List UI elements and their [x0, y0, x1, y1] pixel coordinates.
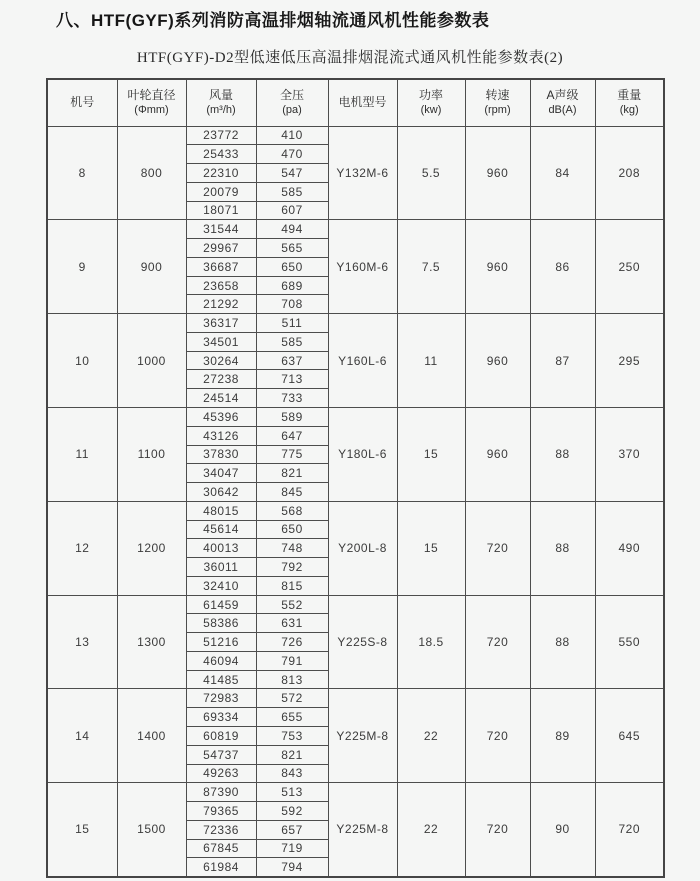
total-pressure-cell: 655: [256, 708, 328, 727]
speed-cell: 960: [465, 407, 530, 501]
total-pressure-cell: 821: [256, 745, 328, 764]
total-pressure-cell: 494: [256, 220, 328, 239]
motor-model-cell: Y200L-8: [328, 501, 397, 595]
noise-level-cell: 86: [530, 220, 595, 314]
air-volume-cell: 21292: [186, 295, 256, 314]
noise-level-cell: 84: [530, 126, 595, 220]
weight-cell: 370: [595, 407, 664, 501]
total-pressure-cell: 794: [256, 858, 328, 877]
header-row: [47, 79, 664, 126]
column-header: [465, 79, 530, 126]
air-volume-cell: 87390: [186, 783, 256, 802]
column-header-unit: (kw): [420, 104, 442, 117]
air-volume-cell: 67845: [186, 839, 256, 858]
air-volume-cell: 30642: [186, 483, 256, 502]
total-pressure-cell: 791: [256, 651, 328, 670]
impeller-diameter-cell: 800: [117, 126, 186, 220]
column-header: [595, 79, 664, 126]
column-header-label: 功率: [418, 87, 443, 102]
machine-no-cell: 14: [47, 689, 117, 783]
total-pressure-cell: 592: [256, 802, 328, 821]
total-pressure-cell: 813: [256, 670, 328, 689]
total-pressure-cell: 713: [256, 370, 328, 389]
speed-cell: 720: [465, 783, 530, 877]
air-volume-cell: 32410: [186, 576, 256, 595]
air-volume-cell: 36687: [186, 257, 256, 276]
impeller-diameter-cell: 1200: [117, 501, 186, 595]
fan-parameters-table: [46, 78, 665, 878]
table-row: [47, 501, 664, 520]
total-pressure-cell: 410: [256, 126, 328, 145]
air-volume-cell: 45396: [186, 407, 256, 426]
total-pressure-cell: 792: [256, 558, 328, 577]
column-header-label: A声级: [546, 87, 579, 102]
column-header-label: 机号: [70, 94, 95, 109]
column-header-label: 电机型号: [338, 94, 387, 109]
power-cell: 15: [397, 501, 465, 595]
total-pressure-cell: 607: [256, 201, 328, 220]
machine-no-cell: 9: [47, 220, 117, 314]
speed-cell: 720: [465, 501, 530, 595]
column-header-label: 叶轮直径: [127, 87, 176, 102]
air-volume-cell: 61459: [186, 595, 256, 614]
impeller-diameter-cell: 1400: [117, 689, 186, 783]
total-pressure-cell: 470: [256, 145, 328, 164]
air-volume-cell: 34047: [186, 464, 256, 483]
air-volume-cell: 25433: [186, 145, 256, 164]
machine-no-cell: 8: [47, 126, 117, 220]
power-cell: 18.5: [397, 595, 465, 689]
total-pressure-cell: 815: [256, 576, 328, 595]
air-volume-cell: 46094: [186, 651, 256, 670]
column-header: [530, 79, 595, 126]
motor-model-cell: Y132M-6: [328, 126, 397, 220]
weight-cell: 550: [595, 595, 664, 689]
total-pressure-cell: 511: [256, 314, 328, 333]
power-cell: 7.5: [397, 220, 465, 314]
weight-cell: 208: [595, 126, 664, 220]
speed-cell: 960: [465, 220, 530, 314]
air-volume-cell: 60819: [186, 727, 256, 746]
total-pressure-cell: 589: [256, 407, 328, 426]
air-volume-cell: 37830: [186, 445, 256, 464]
table-header: [47, 79, 664, 126]
table-body: [47, 126, 664, 877]
table-row: [47, 314, 664, 333]
air-volume-cell: 61984: [186, 858, 256, 877]
air-volume-cell: 79365: [186, 802, 256, 821]
total-pressure-cell: 585: [256, 182, 328, 201]
air-volume-cell: 24514: [186, 389, 256, 408]
speed-cell: 960: [465, 126, 530, 220]
air-volume-cell: 27238: [186, 370, 256, 389]
weight-cell: 490: [595, 501, 664, 595]
column-header-unit: (pa): [282, 104, 302, 117]
total-pressure-cell: 650: [256, 257, 328, 276]
air-volume-cell: 36011: [186, 558, 256, 577]
table-row: [47, 783, 664, 802]
machine-no-cell: 11: [47, 407, 117, 501]
speed-cell: 960: [465, 314, 530, 408]
column-header: [397, 79, 465, 126]
total-pressure-cell: 650: [256, 520, 328, 539]
machine-no-cell: 12: [47, 501, 117, 595]
total-pressure-cell: 547: [256, 164, 328, 183]
air-volume-cell: 34501: [186, 332, 256, 351]
total-pressure-cell: 647: [256, 426, 328, 445]
total-pressure-cell: 513: [256, 783, 328, 802]
total-pressure-cell: 657: [256, 820, 328, 839]
air-volume-cell: 69334: [186, 708, 256, 727]
air-volume-cell: 54737: [186, 745, 256, 764]
table-row: [47, 595, 664, 614]
total-pressure-cell: 719: [256, 839, 328, 858]
total-pressure-cell: 748: [256, 539, 328, 558]
air-volume-cell: 36317: [186, 314, 256, 333]
table-row: [47, 220, 664, 239]
machine-no-cell: 10: [47, 314, 117, 408]
machine-no-cell: 15: [47, 783, 117, 877]
total-pressure-cell: 775: [256, 445, 328, 464]
total-pressure-cell: 568: [256, 501, 328, 520]
air-volume-cell: 51216: [186, 633, 256, 652]
weight-cell: 720: [595, 783, 664, 877]
column-header-unit: (Φmm): [134, 104, 169, 117]
column-header-label: 转速: [485, 87, 510, 102]
document-page: [0, 6, 700, 878]
air-volume-cell: 22310: [186, 164, 256, 183]
total-pressure-cell: 631: [256, 614, 328, 633]
speed-cell: 720: [465, 689, 530, 783]
column-header-unit: (m³/h): [206, 104, 236, 117]
power-cell: 11: [397, 314, 465, 408]
motor-model-cell: Y225M-8: [328, 689, 397, 783]
column-header: [47, 79, 117, 126]
total-pressure-cell: 843: [256, 764, 328, 783]
speed-cell: 720: [465, 595, 530, 689]
weight-cell: 250: [595, 220, 664, 314]
total-pressure-cell: 552: [256, 595, 328, 614]
total-pressure-cell: 637: [256, 351, 328, 370]
air-volume-cell: 23658: [186, 276, 256, 295]
motor-model-cell: Y225M-8: [328, 783, 397, 877]
air-volume-cell: 48015: [186, 501, 256, 520]
air-volume-cell: 72336: [186, 820, 256, 839]
motor-model-cell: Y225S-8: [328, 595, 397, 689]
total-pressure-cell: 845: [256, 483, 328, 502]
column-header-unit: (kg): [619, 104, 639, 117]
column-header-label: 全压: [279, 87, 304, 102]
total-pressure-cell: 753: [256, 727, 328, 746]
air-volume-cell: 40013: [186, 539, 256, 558]
power-cell: 15: [397, 407, 465, 501]
air-volume-cell: 31544: [186, 220, 256, 239]
motor-model-cell: Y180L-6: [328, 407, 397, 501]
noise-level-cell: 89: [530, 689, 595, 783]
air-volume-cell: 29967: [186, 239, 256, 258]
impeller-diameter-cell: 900: [117, 220, 186, 314]
air-volume-cell: 72983: [186, 689, 256, 708]
page-subtitle: HTF(GYF)-D2型低速低压高温排烟混流式通风机性能参数表(2): [136, 50, 564, 66]
noise-level-cell: 87: [530, 314, 595, 408]
column-header: [117, 79, 186, 126]
column-header-unit: (rpm): [484, 104, 511, 117]
impeller-diameter-cell: 1500: [117, 783, 186, 877]
air-volume-cell: 20079: [186, 182, 256, 201]
total-pressure-cell: 689: [256, 276, 328, 295]
air-volume-cell: 18071: [186, 201, 256, 220]
weight-cell: 645: [595, 689, 664, 783]
total-pressure-cell: 726: [256, 633, 328, 652]
air-volume-cell: 41485: [186, 670, 256, 689]
air-volume-cell: 45614: [186, 520, 256, 539]
column-header-unit: dB(A): [548, 104, 577, 117]
column-header: [328, 79, 397, 126]
power-cell: 22: [397, 783, 465, 877]
column-header-label: 风量: [208, 87, 233, 102]
weight-cell: 295: [595, 314, 664, 408]
total-pressure-cell: 585: [256, 332, 328, 351]
air-volume-cell: 43126: [186, 426, 256, 445]
impeller-diameter-cell: 1000: [117, 314, 186, 408]
power-cell: 5.5: [397, 126, 465, 220]
noise-level-cell: 88: [530, 501, 595, 595]
column-header: [256, 79, 328, 126]
noise-level-cell: 90: [530, 783, 595, 877]
total-pressure-cell: 565: [256, 239, 328, 258]
motor-model-cell: Y160M-6: [328, 220, 397, 314]
air-volume-cell: 49263: [186, 764, 256, 783]
air-volume-cell: 58386: [186, 614, 256, 633]
machine-no-cell: 13: [47, 595, 117, 689]
air-volume-cell: 30264: [186, 351, 256, 370]
total-pressure-cell: 708: [256, 295, 328, 314]
table-row: [47, 126, 664, 145]
page-title: 八、HTF(GYF)系列消防高温排烟轴流通风机性能参数表: [56, 11, 490, 30]
total-pressure-cell: 821: [256, 464, 328, 483]
table-row: [47, 689, 664, 708]
noise-level-cell: 88: [530, 595, 595, 689]
column-header: [186, 79, 256, 126]
power-cell: 22: [397, 689, 465, 783]
total-pressure-cell: 733: [256, 389, 328, 408]
noise-level-cell: 88: [530, 407, 595, 501]
column-header-label: 重量: [617, 87, 642, 102]
impeller-diameter-cell: 1300: [117, 595, 186, 689]
total-pressure-cell: 572: [256, 689, 328, 708]
table-row: [47, 407, 664, 426]
motor-model-cell: Y160L-6: [328, 314, 397, 408]
air-volume-cell: 23772: [186, 126, 256, 145]
impeller-diameter-cell: 1100: [117, 407, 186, 501]
